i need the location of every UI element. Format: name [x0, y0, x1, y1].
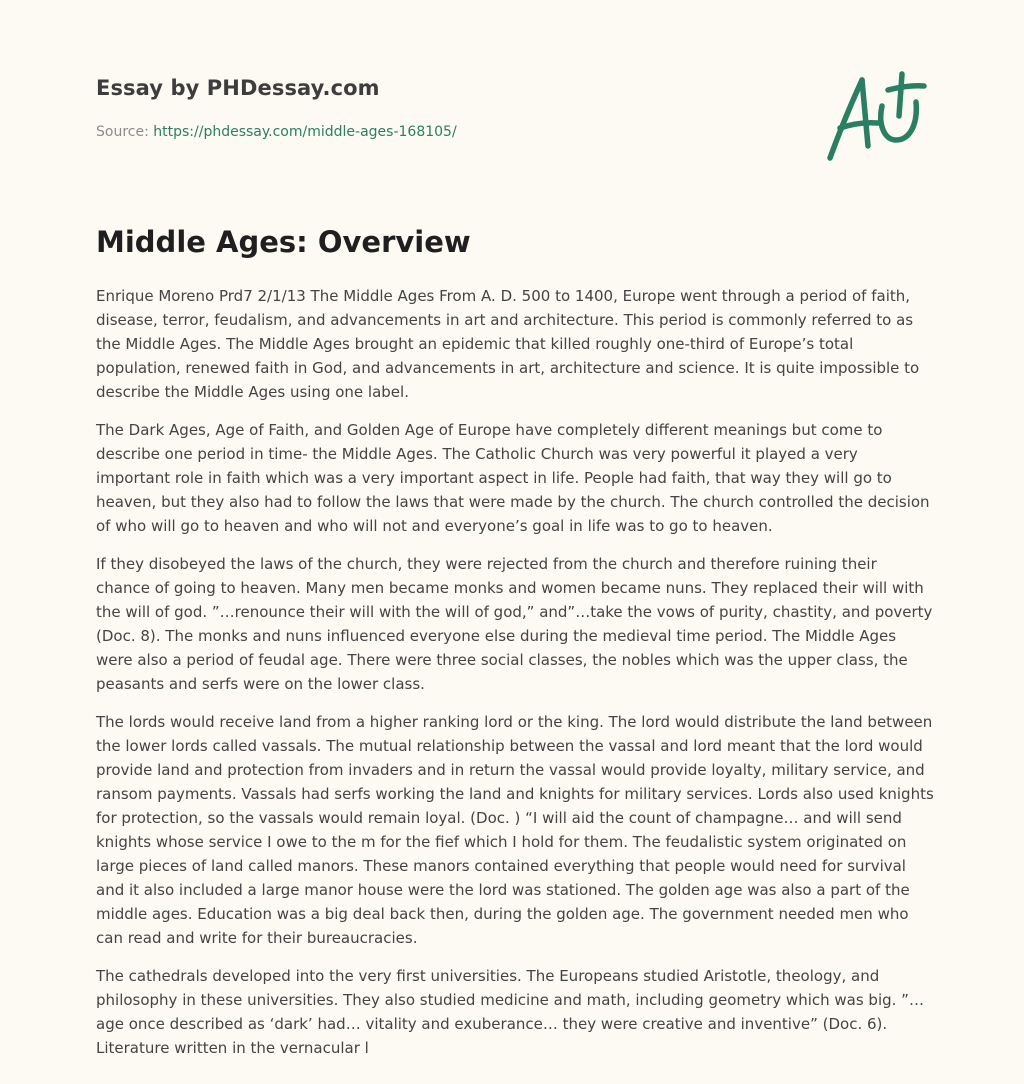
logo-a-crossbar [840, 123, 878, 128]
a-plus-logo-icon [820, 66, 930, 166]
essay-paragraph: The lords would receive land from a higher ranking lord or the king. The lord would distribute the land between the lower lords called vassals. The mutual relationship between the vassal and lord meant that the lord would provide land and protection from invaders and in return the vassal would provide loyalty, military service, and ransom payments. Vassals had serfs working the land and knights for military services. Lords also used knights for protection, so the vassals would remain loyal. (Doc. ) “I will aid the count of champagne… and will send knights whose service I owe to the m for the fief which I hold for them. The feudalistic system originated on large pieces of land called manors. These manors contained everything that people would need for survival and it also included a large manor house were the lord was stationed. The golden age was also a part of the middle ages. Education was a big deal back then, during the golden age. The government needed men who can read and write for their bureaucracies. [96, 713, 934, 947]
essay-title: Middle Ages: Overview [96, 225, 471, 259]
logo-a-right-stroke [862, 80, 868, 146]
essay-paragraph: The Dark Ages, Age of Faith, and Golden Age of Europe have completely different meanings but come to describe one period in time- the Middle Ages. The Catholic Church was very powerful it played a very important role in faith which was a very important aspect in life. People had faith, that way they will go to heaven, but they also had to follow the laws that were made by the church. The church controlled the decision of who will go to heaven and who will not and everyone’s goal in life was to go to heaven. [96, 421, 930, 535]
site-brand[interactable]: Essay by PHDessay.com [96, 76, 380, 100]
source-label: Source: [96, 124, 149, 140]
essay-paragraph: Enrique Moreno Prd7 2/1/13 The Middle Ages From A. D. 500 to 1400, Europe went through a period of faith, disease, terror, feudalism, and advancements in art and architecture. This period is commonly referred to as the Middle Ages. The Middle Ages brought an epidemic that killed roughly one-third of Europe’s total population, renewed faith in God, and advancements in art, architecture and science. It is quite impossible to describe the Middle Ages using one label. [96, 287, 920, 401]
logo-a-left-stroke [830, 80, 862, 158]
essay-body [96, 284, 934, 1074]
logo-plus-horizontal [888, 86, 924, 90]
source-line [96, 124, 457, 140]
essay-paragraph: The cathedrals developed into the very first universities. The Europeans studied Aristotle, theology, and philosophy in these universities. They also studied medicine and math, including geometry which was big. ”…age once described as ‘dark’ had… vitality and exuberance… they were creative and inventive” (Doc. 6). Literature written in the vernacular l [96, 967, 924, 1057]
essay-paragraph: If they disobeyed the laws of the church, they were rejected from the church and therefore ruining their chance of going to heaven. Many men became monks and women became nuns. They replaced their will with the will of god. ”…renounce their will with the will of god,” and”…take the vows of purity, chastity, and poverty (Doc. 8). The monks and nuns influenced everyone else during the medieval time period. The Middle Ages were also a period of feudal age. There were three social classes, the nobles which was the upper class, the peasants and serfs were on the lower class. [96, 555, 933, 693]
source-link[interactable]: https://phdessay.com/middle-ages-168105/ [153, 124, 457, 140]
logo-plus-vertical [899, 74, 902, 116]
